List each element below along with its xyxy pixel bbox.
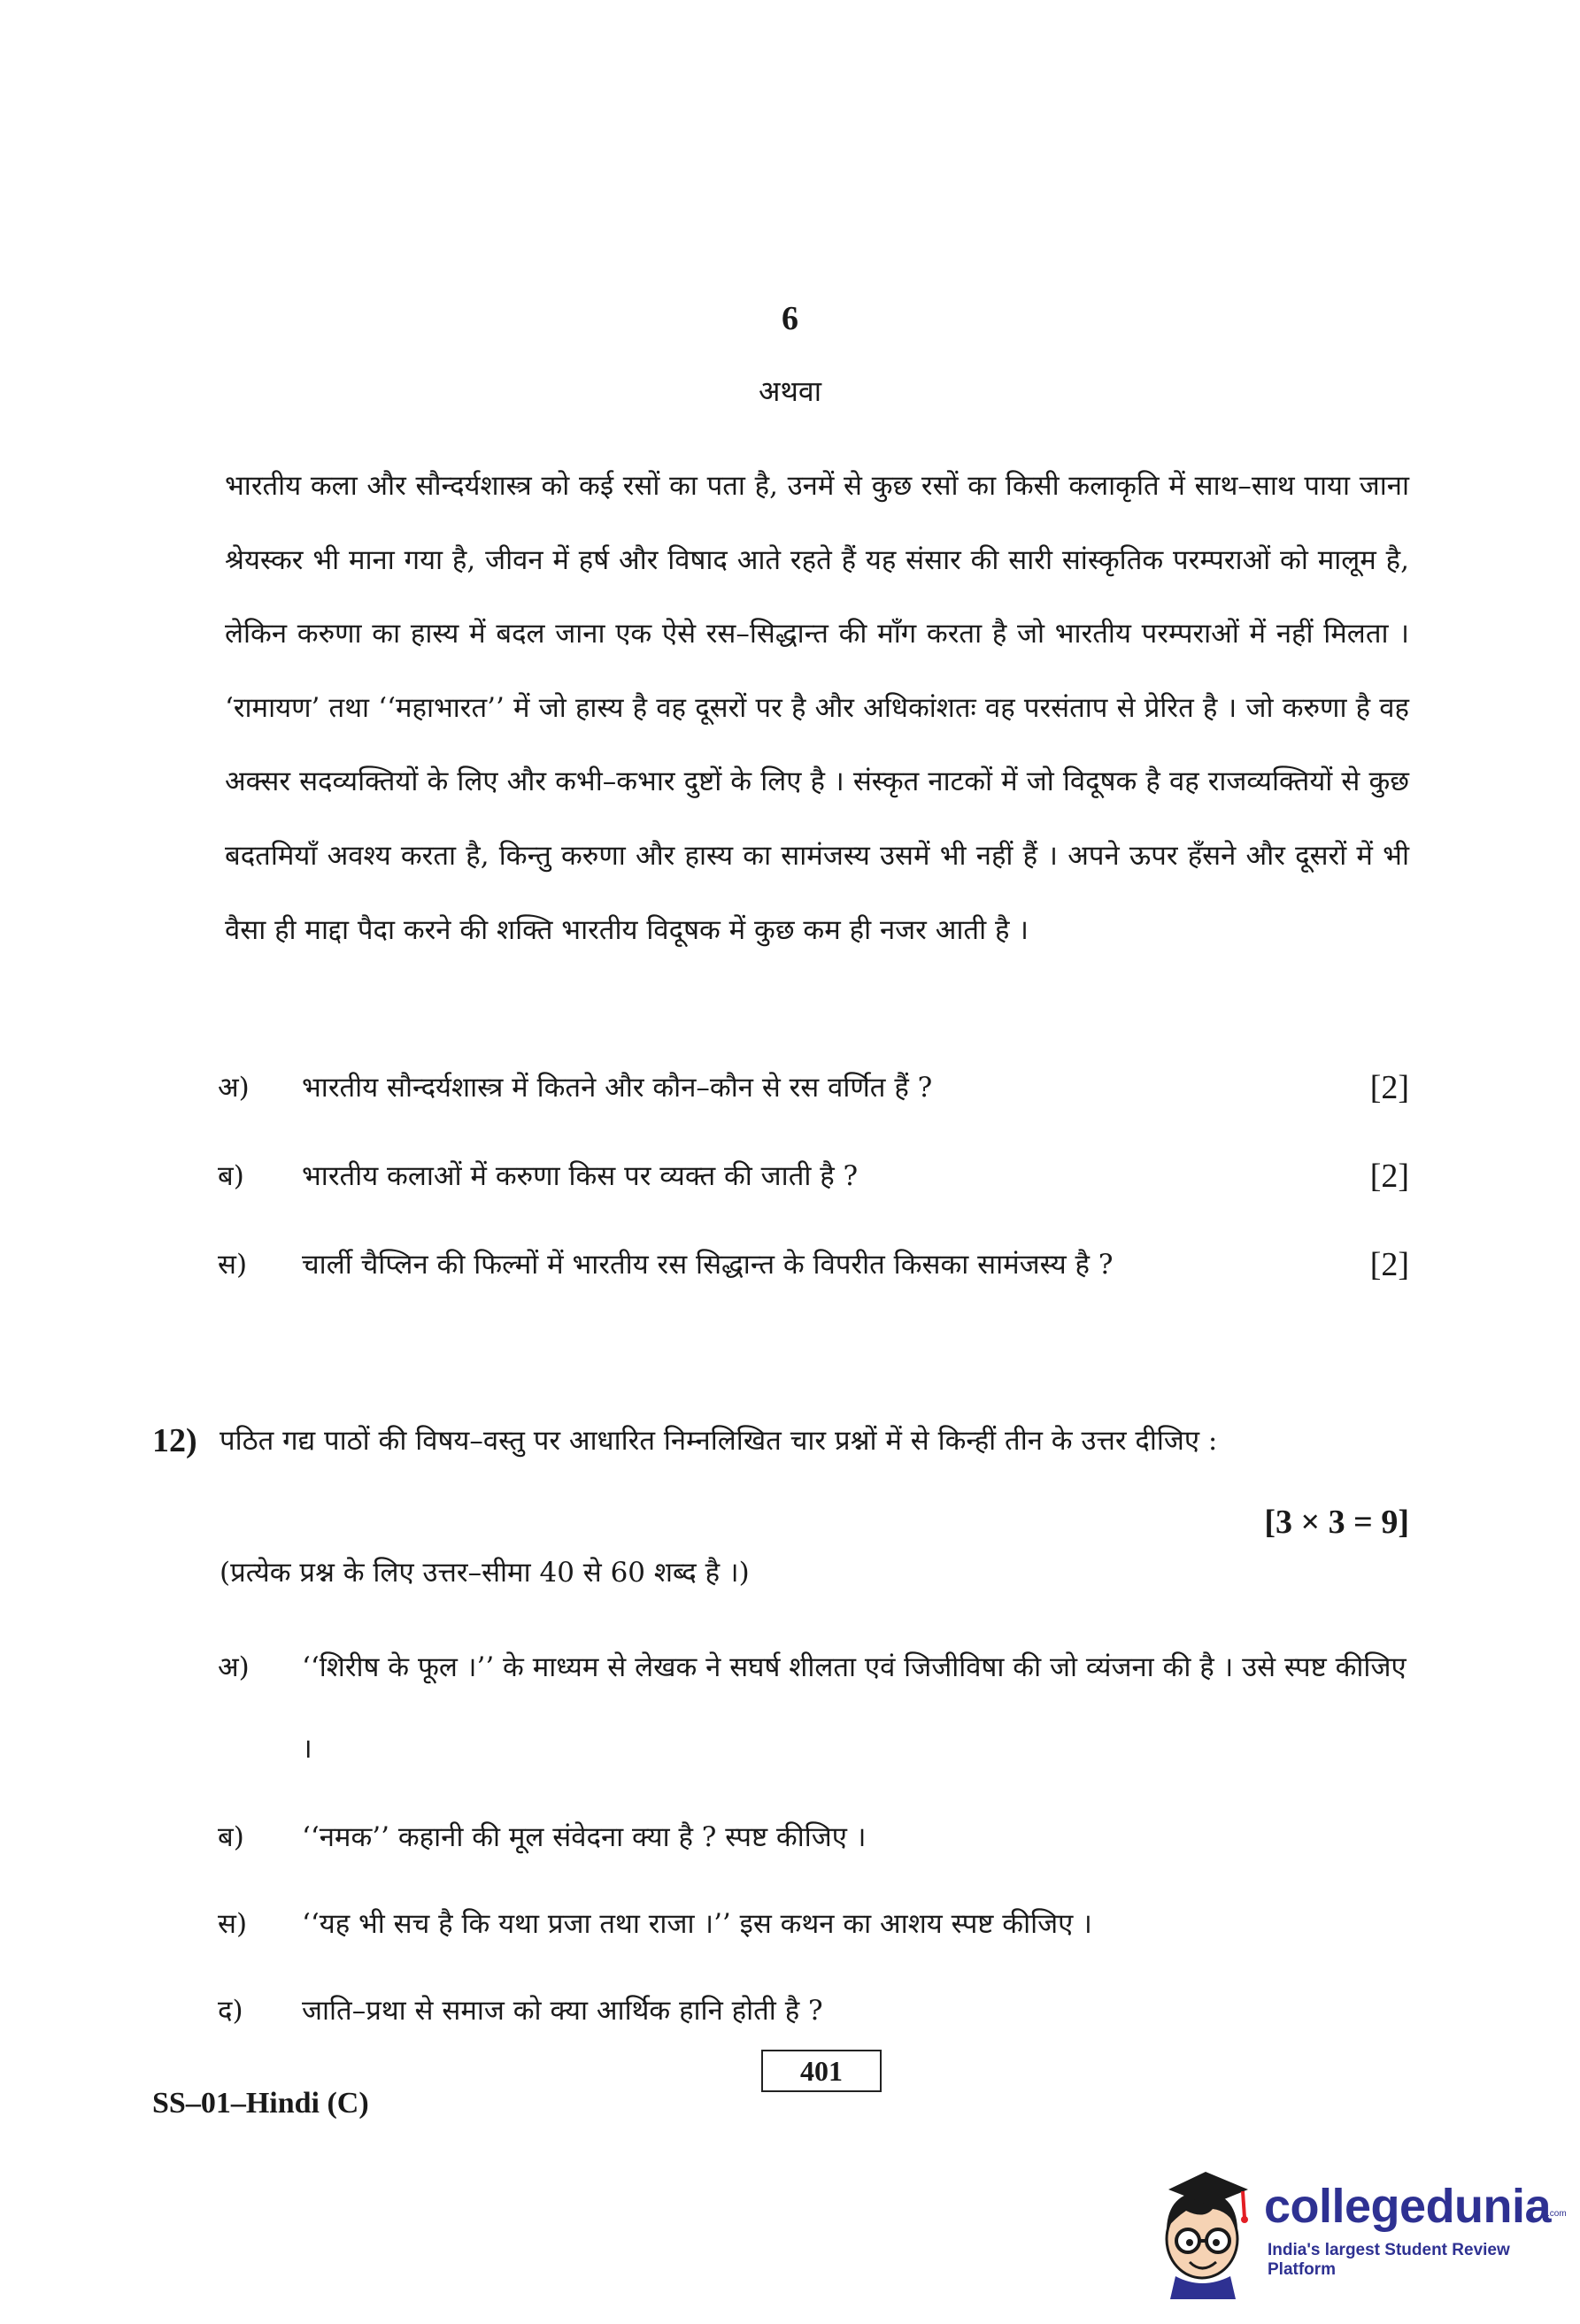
question-marks: [3 × 3 = 9]: [1264, 1504, 1409, 1541]
q-text: भारतीय कलाओं में करुणा किस पर व्यक्त की जाती है ?: [302, 1160, 859, 1192]
q-text: जाति–प्रथा से समाज को क्या आर्थिक हानि होती है ?: [302, 1995, 823, 2027]
q12-item-d: [218, 1970, 1409, 2051]
q-marks: [2]: [1369, 1069, 1409, 1106]
page-number: 6: [782, 300, 798, 337]
q-marker: स): [218, 1908, 248, 1940]
logo-tagline: India's largest Student Review Platform: [1268, 2241, 1510, 2279]
q-marker: अ): [218, 1651, 250, 1683]
q11-item-b: [218, 1154, 1409, 1198]
q-text: ‘‘नमक’’ कहानी की मूल संवेदना क्या है ? स्पष्ट कीजिए ।: [302, 1821, 867, 1853]
q-marker: द): [218, 1995, 243, 2027]
q-marks: [2]: [1369, 1158, 1409, 1195]
question-note: (प्रत्येक प्रश्न के लिए उत्तर–सीमा 40 से 60 शब्द है ।): [220, 1557, 750, 1589]
q12-item-c: [218, 1883, 1409, 1965]
q-marker: स): [218, 1249, 248, 1281]
logo-tm: .com: [1547, 2209, 1567, 2219]
passage: भारतीय कला और सौन्दर्यशास्त्र को कई रसों का पता है, उनमें से कुछ रसों का किसी कलाकृति में साथ–साथ पाया जाना श्रेयस्कर भी माना गया है, जीवन में हर्ष और विषाद आते रहते हैं यह संसार की सारी सांस्कृतिक परम्पराओं को मालूम है, लेकिन करुणा का हास्य में बदल जाना एक ऐसे रस–सिद्धान्त की माँग करता है जो भारतीय परम्पराओं में नहीं मिलता । ‘रामायण’ तथा ‘‘महाभारत’’ में जो हास्य है वह दूसरों पर है और अधिकांशतः वह परसंताप से प्रेरित है । जो करुणा है वह अक्सर सदव्यक्तियों के लिए और कभी–कभार दुष्टों के लिए है । संस्कृत नाटकों में जो विदूषक है वह राजव्यक्तियों से कुछ बदतमियाँ अवश्य करता है, किन्तु करुणा और हास्य का सामंजस्य उसमें भी नहीं हैं । अपने ऊपर हँसने और दूसरों में भी वैसा ही माद्दा पैदा करने की शक्ति भारतीय विदूषक में कुछ कम ही नजर आती है ।: [225, 470, 1409, 946]
q-marks: [2]: [1369, 1246, 1409, 1283]
logo-wordmark: collegedunia: [1264, 2180, 1552, 2233]
q11-item-c: [218, 1243, 1409, 1287]
question-number: 12): [152, 1422, 197, 1459]
student-mascot-icon: [1151, 2166, 1257, 2299]
q-text: चार्ली चैप्लिन की फिल्मों में भारतीय रस सिद्धान्त के विपरीत किसका सामंजस्य है ?: [302, 1249, 1114, 1281]
q12-item-a: [218, 1627, 1409, 1789]
q-marker: ब): [218, 1160, 244, 1192]
q11-item-a: [218, 1066, 1409, 1110]
q12-item-b: [218, 1797, 1409, 1878]
footer-code: SS–01–Hindi (C): [152, 2087, 369, 2120]
q-text: भारतीय सौन्दर्यशास्त्र में कितने और कौन–कौन से रस वर्णित हैं ?: [302, 1072, 933, 1104]
q-text: ‘‘यह भी सच है कि यथा प्रजा तथा राजा ।’’ इस कथन का आशय स्पष्ट कीजिए ।: [302, 1908, 1092, 1940]
or-heading: अथवा: [759, 374, 821, 408]
q-marker: अ): [218, 1072, 250, 1104]
question-text: पठित गद्य पाठों की विषय–वस्तु पर आधारित निम्नलिखित चार प्रश्नों में से किन्हीं तीन के उत्तर दीजिए :: [220, 1425, 1218, 1457]
collegedunia-logo[interactable]: [1151, 2166, 1567, 2299]
q-marker: ब): [218, 1821, 244, 1853]
question-12: [152, 1400, 1409, 1541]
footer-page-box: 401: [761, 2050, 882, 2092]
q-text: ‘‘शिरीष के फूल ।’’ के माध्यम से लेखक ने सघर्ष शीलता एवं जिजीविषा की जो व्यंजना की है । उसे स्पष्ट कीजिए ।: [302, 1651, 1407, 1765]
